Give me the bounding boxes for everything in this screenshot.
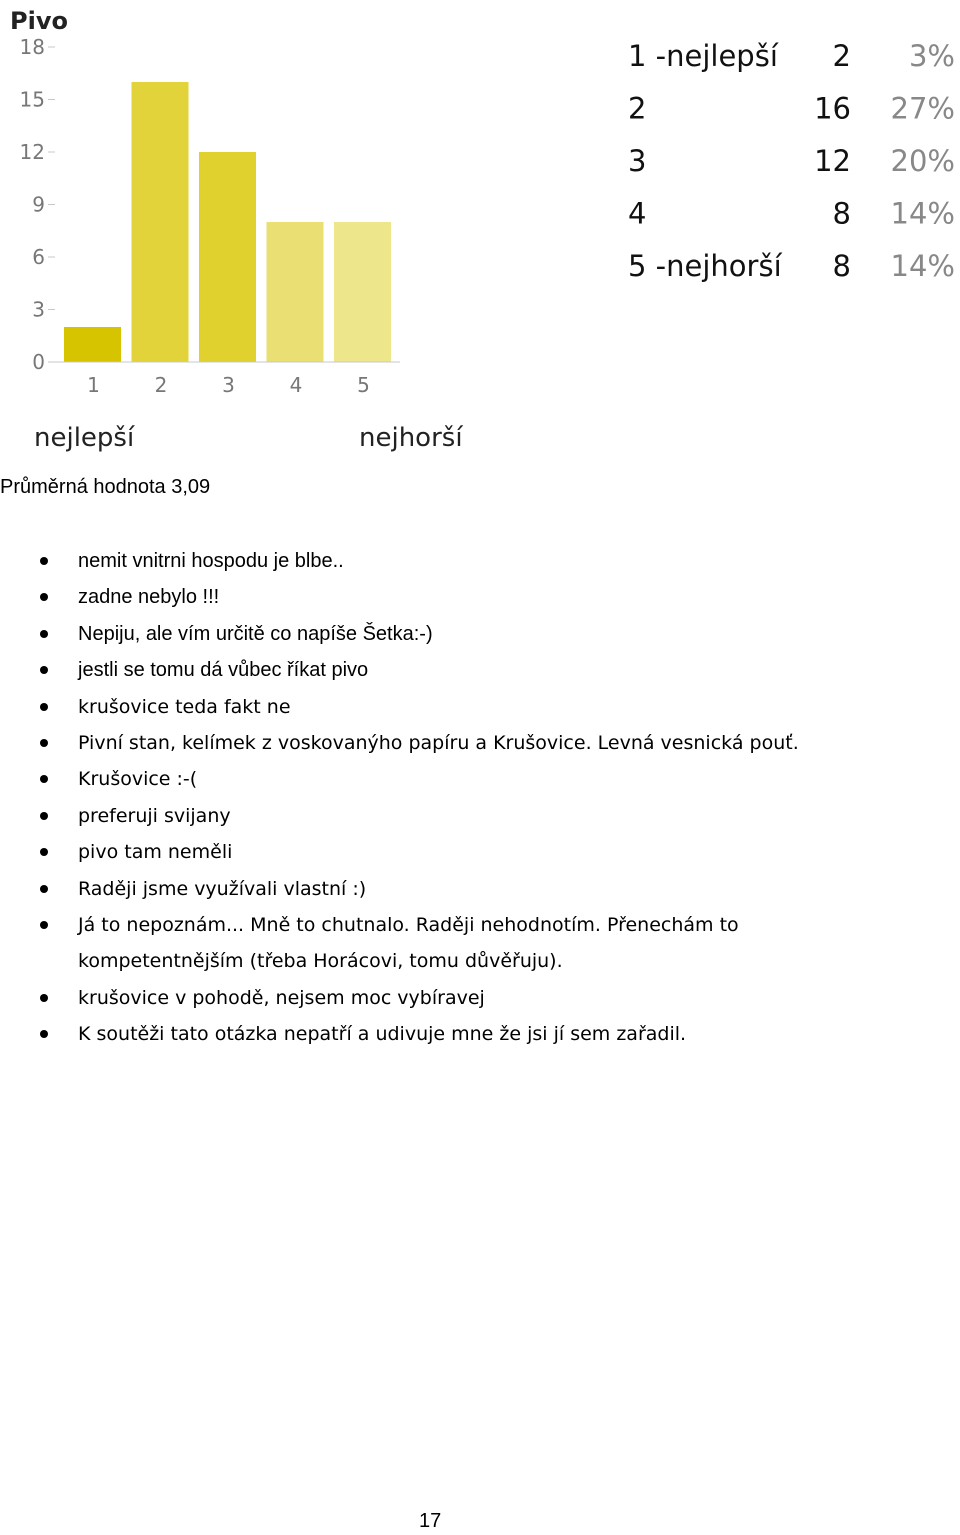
x-tick-label: 2 <box>154 373 168 397</box>
legend-count: 2 <box>832 39 851 73</box>
worst-end-label: nejhorší <box>359 423 463 453</box>
legend-row <box>628 144 955 178</box>
x-tick-label: 1 <box>87 373 100 397</box>
rating-bar-chart <box>0 0 960 465</box>
best-end-label: nejlepší <box>34 423 135 453</box>
y-tick-label: 18 <box>19 35 45 59</box>
bars <box>64 82 391 362</box>
legend-percent: 27% <box>890 91 955 126</box>
legend-percent: 3% <box>908 39 955 73</box>
y-tick-label: 0 <box>32 350 45 374</box>
list-item: Pivní stan, kelímek z voskovanýho papíru a Krušovice. Levná vesnická pouť. <box>0 725 940 761</box>
y-axis-ticks <box>20 35 55 374</box>
legend-count: 12 <box>814 144 851 178</box>
list-item: Krušovice :-( <box>0 761 940 797</box>
average-value: Průměrná hodnota 3,09 <box>0 476 211 498</box>
list-item: pivo tam neměli <box>0 834 940 870</box>
legend-percent: 20% <box>890 144 955 178</box>
legend-label: 4 <box>628 196 647 231</box>
bar <box>64 327 121 362</box>
bar <box>132 82 189 362</box>
legend-row <box>628 197 955 231</box>
x-axis-ticks <box>87 373 370 397</box>
x-tick-label: 5 <box>357 373 370 397</box>
legend-percent: 14% <box>890 249 955 283</box>
list-item: krušovice teda fakt ne <box>0 689 940 725</box>
legend-percent: 14% <box>890 196 955 231</box>
list-item: preferuji svijany <box>0 798 940 834</box>
list-item: Nepiju, ale vím určitě co napíše Šetka:-) <box>0 616 940 652</box>
x-tick-label: 4 <box>289 373 303 397</box>
list-item: nemit vnitrni hospodu je blbe.. <box>0 543 940 579</box>
legend-label: 2 <box>628 91 647 126</box>
legend-table <box>628 39 955 283</box>
list-item: K soutěži tato otázka nepatří a udivuje mne že jsi jí sem zařadil. <box>0 1016 940 1052</box>
legend-label: 1 -nejlepší <box>628 39 778 73</box>
list-item: krušovice v pohodě, nejsem moc vybíravej <box>0 980 940 1016</box>
comment-list <box>0 543 940 1053</box>
bar <box>267 222 324 362</box>
y-tick-label: 6 <box>32 245 45 269</box>
legend-label: 3 <box>628 144 647 178</box>
chart-title: Pivo <box>10 7 68 35</box>
x-tick-label: 3 <box>222 373 235 397</box>
legend-row <box>628 39 955 73</box>
legend-row <box>628 249 955 283</box>
page-number: 17 <box>419 1510 442 1532</box>
legend-count: 8 <box>832 196 851 231</box>
y-tick-label: 15 <box>19 87 45 112</box>
legend-count: 8 <box>832 249 851 283</box>
list-item: Já to nepoznám... Mně to chutnalo. Raději nehodnotím. Přenechám to kompetentnějším (třeba Horácovi, tomu důvěřuju). <box>0 907 838 980</box>
list-item: Raději jsme využívali vlastní :) <box>0 871 940 907</box>
list-item: zadne nebylo !!! <box>0 579 940 615</box>
legend-row <box>628 92 955 126</box>
list-item: jestli se tomu dá vůbec říkat pivo <box>0 652 940 688</box>
y-tick-label: 12 <box>19 140 45 164</box>
y-tick-label: 9 <box>32 192 45 217</box>
legend-count: 16 <box>814 91 851 126</box>
y-tick-label: 3 <box>32 297 45 322</box>
bar <box>199 152 256 362</box>
legend-label: 5 -nejhorší <box>628 249 782 283</box>
bar <box>334 222 391 362</box>
